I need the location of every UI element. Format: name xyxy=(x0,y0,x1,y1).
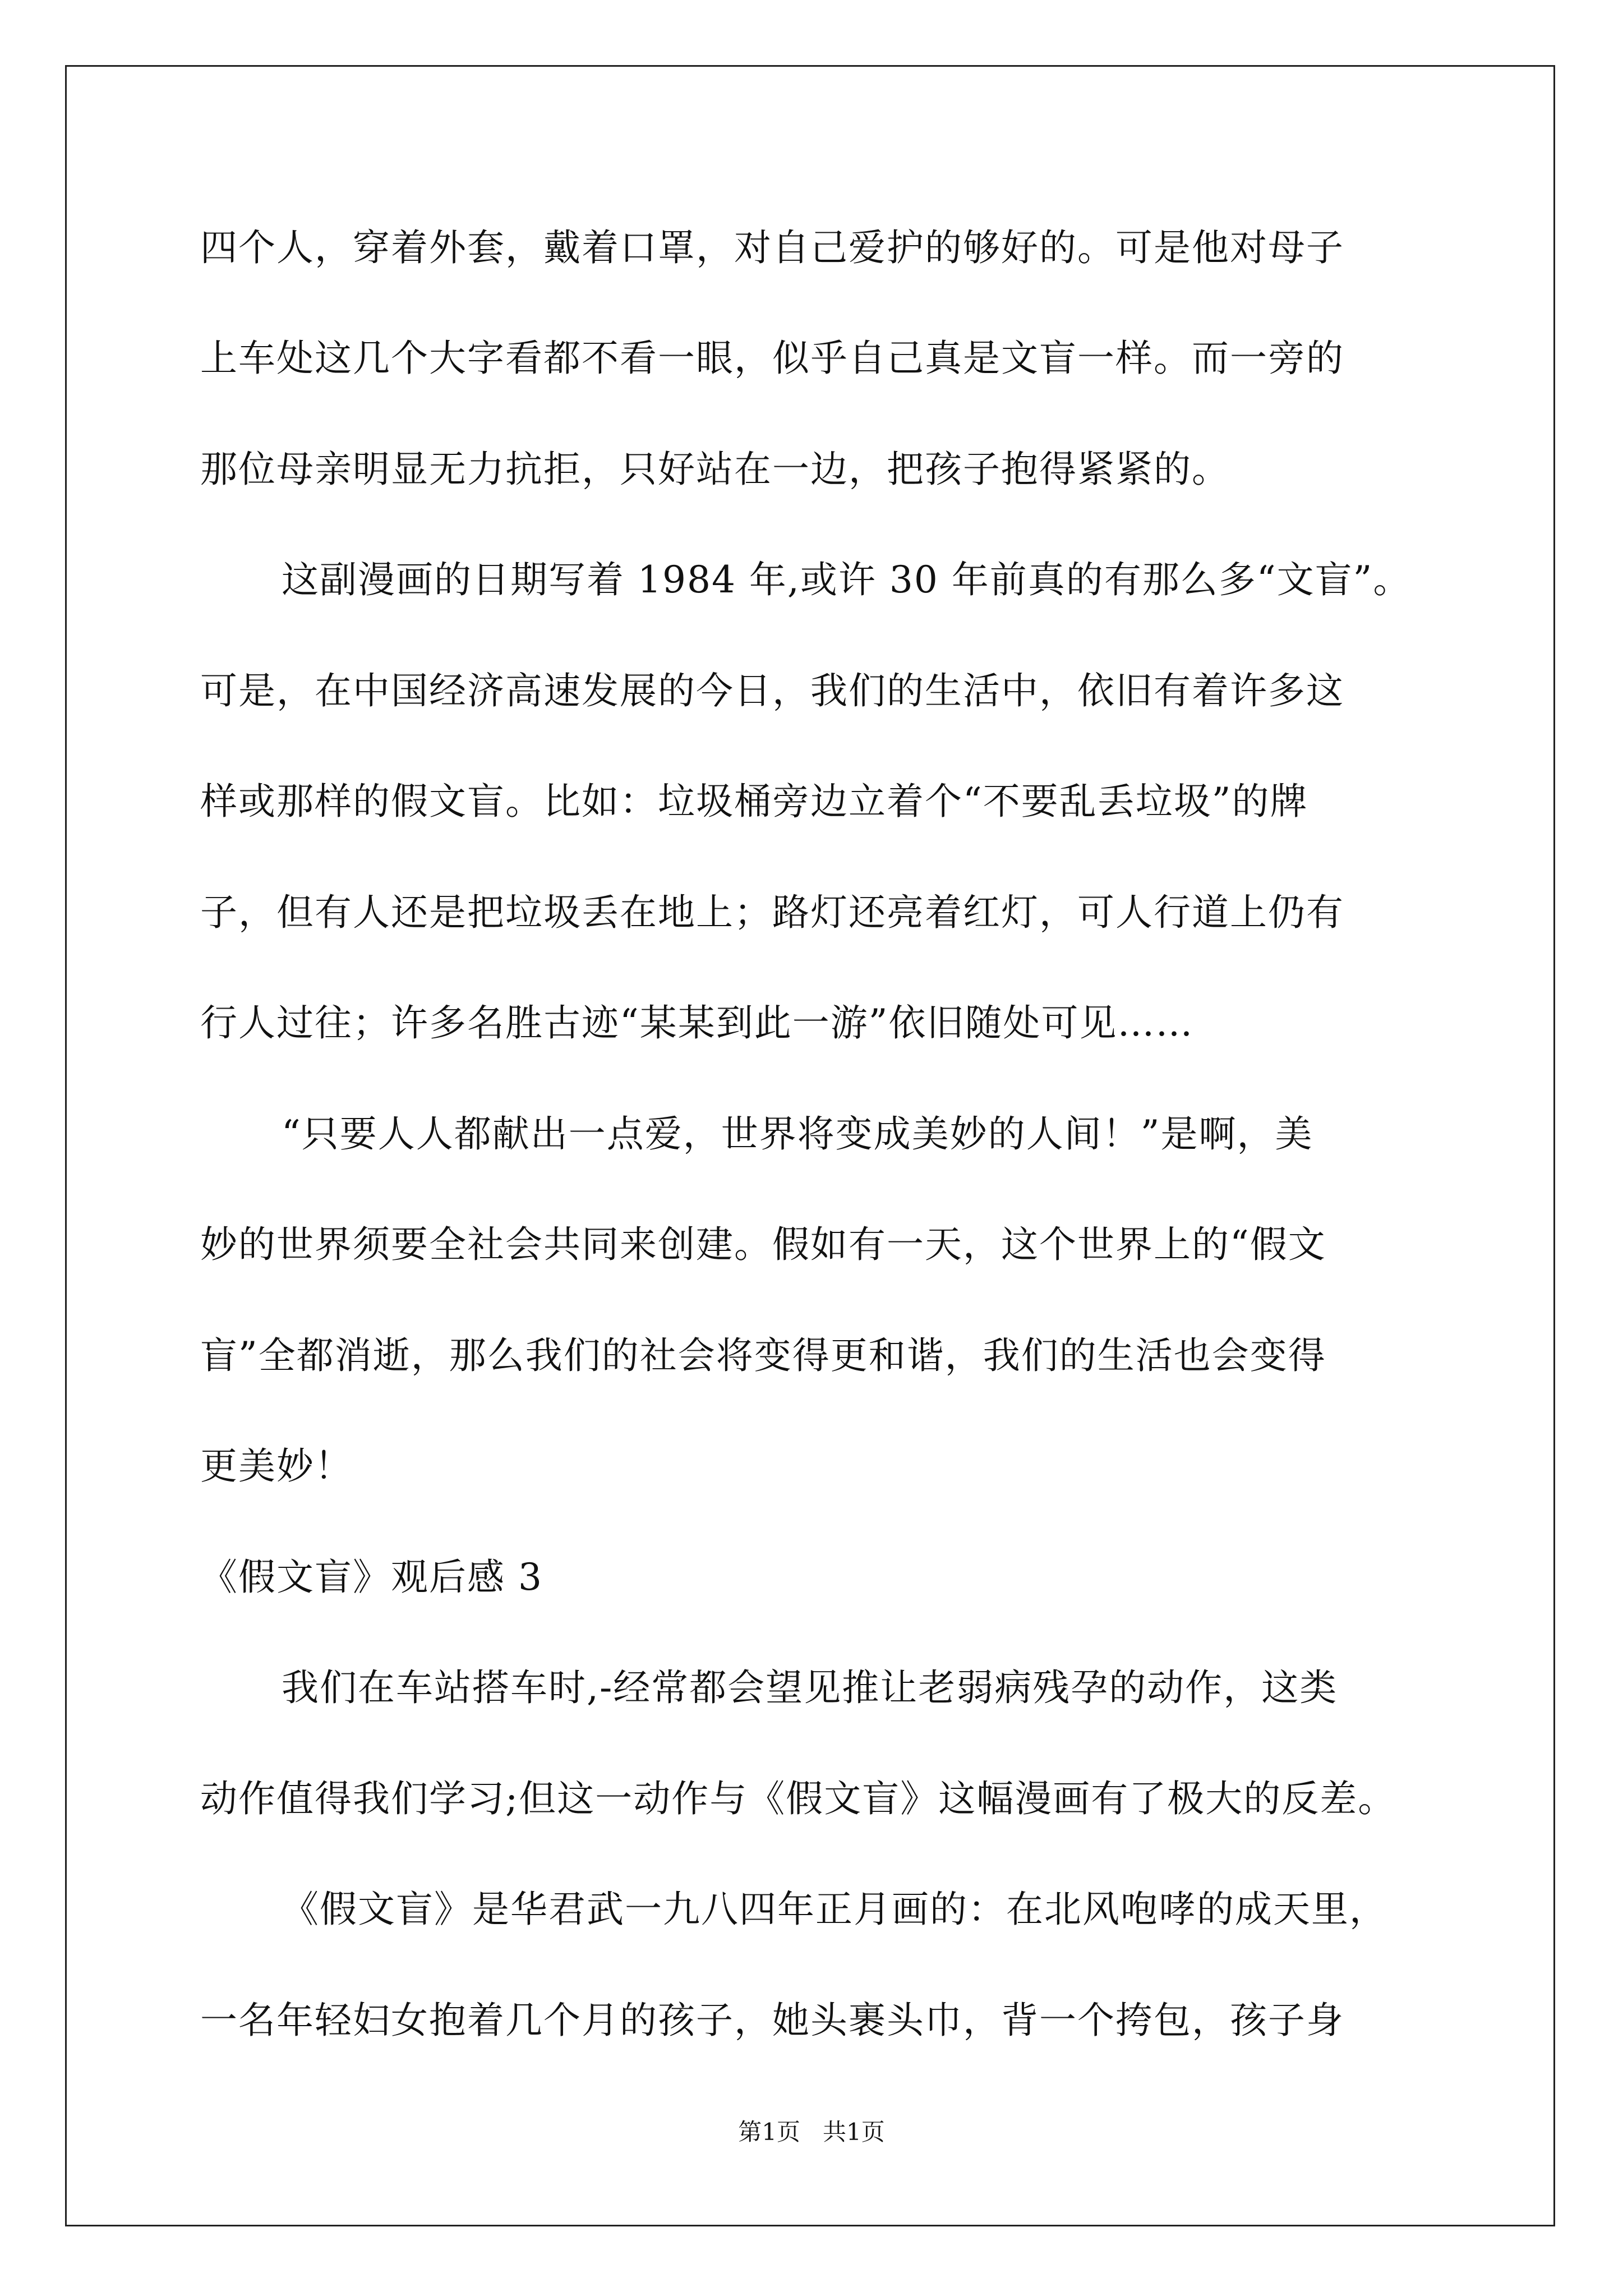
text-line: 动作值得我们学习;但这一动作与《假文盲》这幅漫画有了极大的反差。 xyxy=(200,1777,1396,1820)
text-line: 这副漫画的日期写着 1984 年,或许 30 年前真的有那么多“文盲”。 xyxy=(282,558,1412,601)
text-line: 样或那样的假文盲。比如：垃圾桶旁边立着个“不要乱丢垃圾”的牌 xyxy=(200,780,1308,823)
text-line: 子，但有人还是把垃圾丢在地上；路灯还亮着红灯，可人行道上仍有 xyxy=(200,891,1344,934)
text-line: 行人过往；许多名胜古迹“某某到此一游”依旧随处可见…… xyxy=(200,1001,1194,1045)
text-line: 可是，在中国经济高速发展的今日，我们的生活中，依旧有着许多这 xyxy=(200,669,1344,712)
text-line: 盲”全都消逝，那么我们的社会将变得更和谐，我们的生活也会变得 xyxy=(200,1334,1326,1377)
text-line: 一名年轻妇女抱着几个月的孩子，她头裹头巾，背一个挎包，孩子身 xyxy=(200,1999,1344,2042)
text-line: 更美妙！ xyxy=(200,1444,353,1488)
text-line: 我们在车站搭车时,-经常都会望见推让老弱病残孕的动作，这类 xyxy=(282,1666,1338,1709)
page-footer: 第1页 共1页 xyxy=(738,2118,885,2146)
text-line: 那位母亲明显无力抗拒，只好站在一边，把孩子抱得紧紧的。 xyxy=(200,448,1230,491)
text-line: “只要人人都献出一点爱，世界将变成美妙的人间！”是啊，美 xyxy=(282,1112,1313,1156)
text-line: 上车处这几个大字看都不看一眼，似乎自己真是文盲一样。而一旁的 xyxy=(200,337,1344,380)
section-heading: 《假文盲》观后感 3 xyxy=(200,1556,543,1599)
text-line: 《假文盲》是华君武一九八四年正月画的：在北风咆哮的成天里， xyxy=(282,1888,1387,1931)
text-line: 妙的世界须要全社会共同来创建。假如有一天，这个世界上的“假文 xyxy=(200,1223,1326,1266)
text-line: 四个人，穿着外套，戴着口罩，对自己爱护的够好的。可是他对母子 xyxy=(200,226,1344,269)
